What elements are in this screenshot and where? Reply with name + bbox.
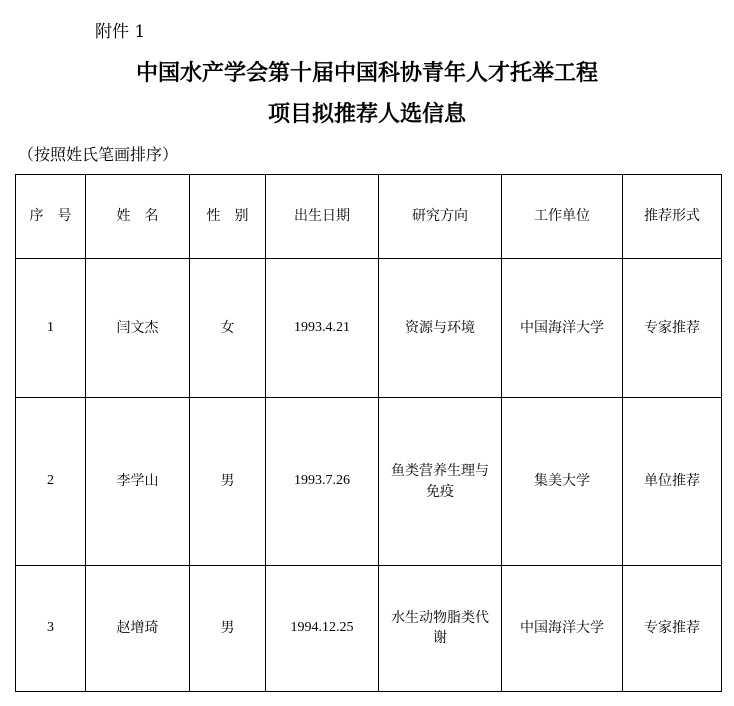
cell-gender: 男 (190, 565, 266, 691)
header-cell-employer: 工作单位 (502, 175, 623, 259)
cell-birthdate: 1994.12.25 (266, 565, 379, 691)
cell-recommendation: 专家推荐 (623, 565, 722, 691)
header-cell-name: 姓 名 (86, 175, 190, 259)
attachment-label: 附件 1 (95, 22, 146, 42)
cell-recommendation: 单位推荐 (623, 398, 722, 565)
table-row (16, 398, 722, 565)
cell-gender: 男 (190, 398, 266, 565)
cell-name: 闫文杰 (86, 259, 190, 398)
document-title-line1: 中国水产学会第十届中国科协青年人才托举工程 (135, 60, 598, 86)
table-header-row (16, 175, 722, 259)
document-title-line2: 项目拟推荐人选信息 (267, 101, 466, 127)
header-cell-recommendation: 推荐形式 (623, 175, 722, 259)
header-cell-birthdate: 出生日期 (266, 175, 379, 259)
cell-research: 水生动物脂类代谢 (379, 565, 502, 691)
cell-gender: 女 (190, 259, 266, 398)
cell-research: 鱼类营养生理与免疫 (379, 398, 502, 565)
cell-birthdate: 1993.7.26 (266, 398, 379, 565)
cell-employer: 中国海洋大学 (502, 259, 623, 398)
header-cell-index: 序 号 (16, 175, 86, 259)
candidate-table (15, 174, 722, 692)
cell-birthdate: 1993.4.21 (266, 259, 379, 398)
table-row (16, 565, 722, 691)
cell-research: 资源与环境 (379, 259, 502, 398)
cell-employer: 中国海洋大学 (502, 565, 623, 691)
cell-name: 赵增琦 (86, 565, 190, 691)
header-cell-gender: 性 别 (190, 175, 266, 259)
cell-index: 3 (16, 565, 86, 691)
cell-index: 2 (16, 398, 86, 565)
cell-employer: 集美大学 (502, 398, 623, 565)
cell-name: 李学山 (86, 398, 190, 565)
sort-note: （按照姓氏笔画排序） (18, 145, 179, 164)
cell-recommendation: 专家推荐 (623, 259, 722, 398)
header-cell-research: 研究方向 (379, 175, 502, 259)
table-row (16, 259, 722, 398)
cell-index: 1 (16, 259, 86, 398)
